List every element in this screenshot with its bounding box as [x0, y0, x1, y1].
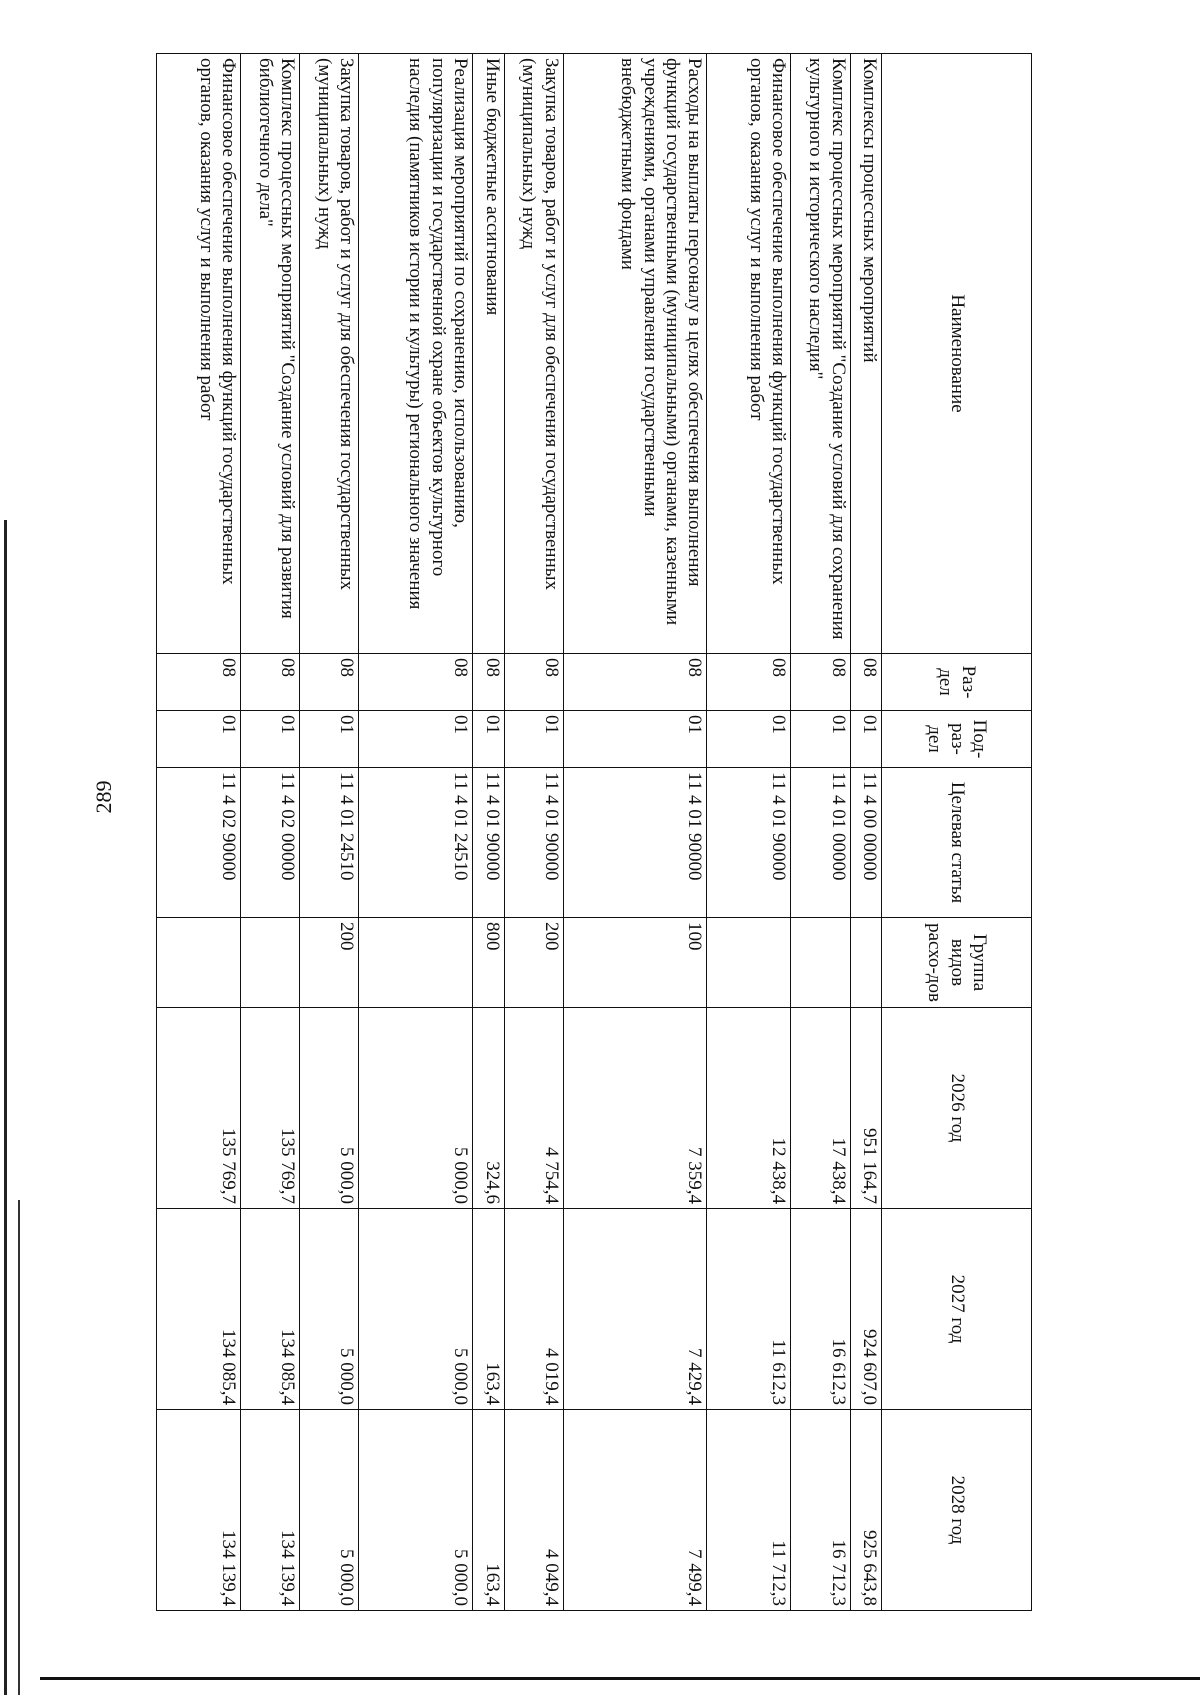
cell-razdel: 08 [850, 654, 881, 711]
cell-razdel: 08 [300, 654, 359, 711]
cell-group [707, 918, 791, 1008]
cell-y2027: 7 429,4 [563, 1209, 707, 1410]
cell-y2027: 4 019,4 [504, 1209, 563, 1410]
table-row [241, 54, 300, 1611]
budget-table [156, 53, 1032, 1611]
cell-name: Закупка товаров, работ и услуг для обеспечения государственных (муниципальных) нужд [504, 54, 563, 654]
cell-podrazdel: 01 [504, 711, 563, 768]
cell-y2026: 324,6 [473, 1008, 504, 1209]
bottom-rule [40, 1677, 1200, 1680]
cell-podrazdel: 01 [707, 711, 791, 768]
table-row [300, 54, 359, 1611]
cell-y2027: 163,4 [473, 1209, 504, 1410]
cell-group: 200 [504, 918, 563, 1008]
table-row [473, 54, 504, 1611]
cell-razdel: 08 [563, 654, 707, 711]
cell-razdel: 08 [359, 654, 473, 711]
header-podrazdel: Под-раз-дел [882, 711, 1032, 768]
cell-y2026: 5 000,0 [300, 1008, 359, 1209]
cell-y2028: 134 139,4 [241, 1410, 300, 1611]
cell-group: 200 [300, 918, 359, 1008]
cell-group [241, 918, 300, 1008]
table-row [504, 54, 563, 1611]
table-row [850, 54, 881, 1611]
cell-target: 11 4 01 90000 [707, 768, 791, 918]
cell-name: Реализация мероприятий по сохранению, использованию, популяризации и государственной охране объектов культурного наследия (памятников истории и культуры) регионального значения [359, 54, 473, 654]
cell-name: Комплексы процессных мероприятий [850, 54, 881, 654]
cell-target: 11 4 00 00000 [850, 768, 881, 918]
cell-y2026: 17 438,4 [791, 1008, 850, 1209]
rotated-table-container [156, 53, 1032, 1610]
cell-y2028: 5 000,0 [359, 1410, 473, 1611]
table-row [563, 54, 707, 1611]
cell-razdel: 08 [707, 654, 791, 711]
header-2026: 2026 год [882, 1008, 1032, 1209]
cell-y2028: 11 712,3 [707, 1410, 791, 1611]
cell-name: Финансовое обеспечение выполнения функций государственных органов, оказания услуг и выполнения работ [157, 54, 241, 654]
cell-razdel: 08 [473, 654, 504, 711]
cell-podrazdel: 01 [473, 711, 504, 768]
cell-y2028: 5 000,0 [300, 1410, 359, 1611]
cell-y2027: 11 612,3 [707, 1209, 791, 1410]
cell-name: Закупка товаров, работ и услуг для обеспечения государственных (муниципальных) нужд [300, 54, 359, 654]
cell-y2026: 12 438,4 [707, 1008, 791, 1209]
header-razdel: Раз-дел [882, 654, 1032, 711]
header-target: Целевая статья [882, 768, 1032, 918]
page-number: 289 [91, 780, 116, 814]
cell-y2027: 134 085,4 [157, 1209, 241, 1410]
cell-target: 11 4 02 00000 [241, 768, 300, 918]
cell-target: 11 4 01 90000 [504, 768, 563, 918]
cell-podrazdel: 01 [791, 711, 850, 768]
table-row [707, 54, 791, 1611]
cell-podrazdel: 01 [563, 711, 707, 768]
cell-group [850, 918, 881, 1008]
cell-y2026: 951 164,7 [850, 1008, 881, 1209]
cell-podrazdel: 01 [241, 711, 300, 768]
cell-y2027: 5 000,0 [300, 1209, 359, 1410]
cell-razdel: 08 [504, 654, 563, 711]
cell-group [791, 918, 850, 1008]
scan-edge-line-secondary [18, 1200, 20, 1695]
cell-y2027: 134 085,4 [241, 1209, 300, 1410]
cell-y2028: 925 643,8 [850, 1410, 881, 1611]
cell-razdel: 08 [157, 654, 241, 711]
cell-target: 11 4 01 24510 [300, 768, 359, 918]
cell-name: Иные бюджетные ассигнования [473, 54, 504, 654]
cell-group: 100 [563, 918, 707, 1008]
cell-y2027: 16 612,3 [791, 1209, 850, 1410]
cell-y2028: 16 712,3 [791, 1410, 850, 1611]
table-row [157, 54, 241, 1611]
cell-razdel: 08 [791, 654, 850, 711]
scan-edge-line [4, 520, 7, 1695]
cell-name: Комплекс процессных мероприятий "Создание условий для развития библиотечного дела" [241, 54, 300, 654]
cell-name: Расходы на выплаты персоналу в целях обеспечения выполнения функций государственными (муниципальными) органами, казенными учреждениями, органами управления государственными внебюджетными фондами [563, 54, 707, 654]
cell-target: 11 4 01 90000 [473, 768, 504, 918]
cell-target: 11 4 01 24510 [359, 768, 473, 918]
table-row [359, 54, 473, 1611]
cell-target: 11 4 01 90000 [563, 768, 707, 918]
cell-y2028: 134 139,4 [157, 1410, 241, 1611]
table-header-row [882, 54, 1032, 1611]
cell-y2026: 135 769,7 [157, 1008, 241, 1209]
cell-razdel: 08 [241, 654, 300, 711]
cell-group [359, 918, 473, 1008]
header-2028: 2028 год [882, 1410, 1032, 1611]
cell-y2026: 4 754,4 [504, 1008, 563, 1209]
table-row [791, 54, 850, 1611]
cell-y2027: 5 000,0 [359, 1209, 473, 1410]
cell-y2026: 7 359,4 [563, 1008, 707, 1209]
cell-podrazdel: 01 [300, 711, 359, 768]
header-group: Группа видов расхо-дов [882, 918, 1032, 1008]
cell-target: 11 4 02 90000 [157, 768, 241, 918]
cell-group [157, 918, 241, 1008]
cell-y2027: 924 607,0 [850, 1209, 881, 1410]
cell-y2028: 7 499,4 [563, 1410, 707, 1611]
cell-podrazdel: 01 [157, 711, 241, 768]
header-2027: 2027 год [882, 1209, 1032, 1410]
cell-podrazdel: 01 [850, 711, 881, 768]
cell-podrazdel: 01 [359, 711, 473, 768]
cell-y2028: 4 049,4 [504, 1410, 563, 1611]
cell-name: Комплекс процессных мероприятий "Создание условий для сохранения культурного и исторического наследия" [791, 54, 850, 654]
cell-y2026: 135 769,7 [241, 1008, 300, 1209]
cell-name: Финансовое обеспечение выполнения функций государственных органов, оказания услуг и выполнения работ [707, 54, 791, 654]
cell-y2026: 5 000,0 [359, 1008, 473, 1209]
cell-y2028: 163,4 [473, 1410, 504, 1611]
cell-group: 800 [473, 918, 504, 1008]
cell-target: 11 4 01 00000 [791, 768, 850, 918]
header-name: Наименование [882, 54, 1032, 654]
